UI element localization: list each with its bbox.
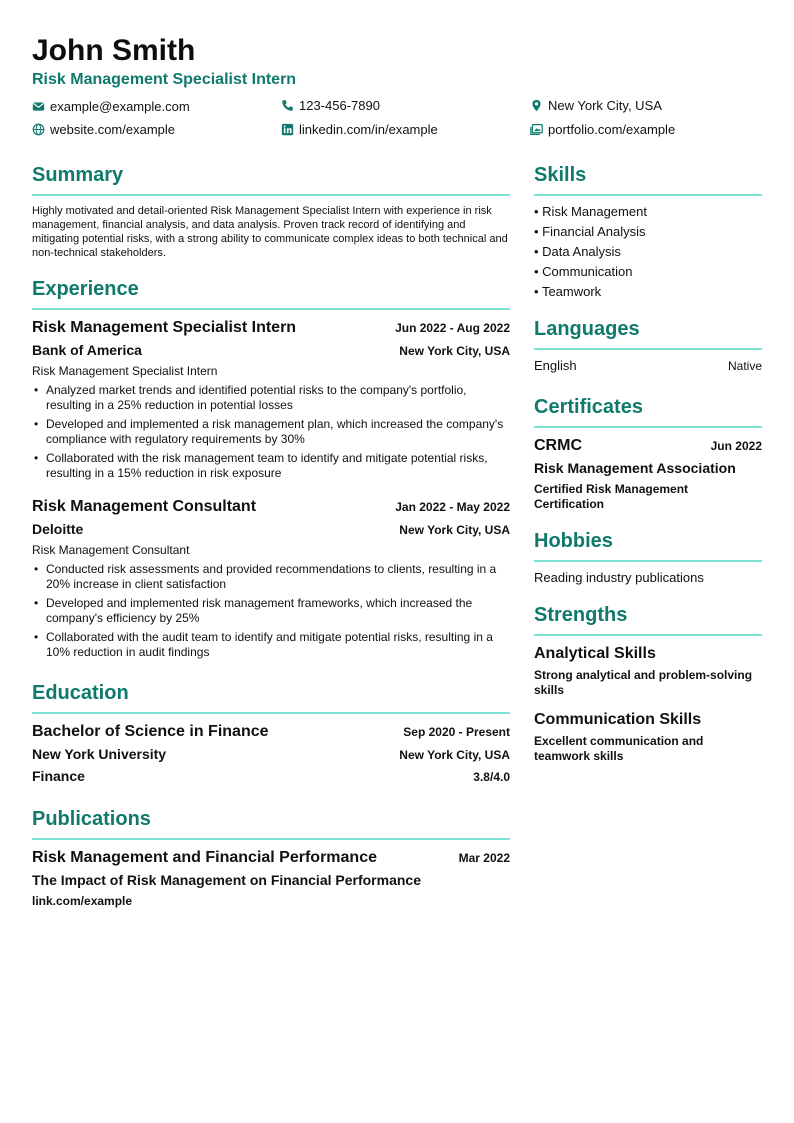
location-pin-icon xyxy=(530,99,543,112)
summary-divider xyxy=(32,194,510,196)
skill-item: • Communication xyxy=(534,264,633,279)
experience-2-date: Jan 2022 - May 2022 xyxy=(395,500,510,514)
certificates-divider xyxy=(534,426,762,428)
experience-1-position: Risk Management Specialist Intern xyxy=(32,319,297,336)
list-item: • Analyzed market trends and identified potential risks to the company's portfolio, resulting in a 25% reduction in potential losses xyxy=(32,383,510,413)
contact-email-text: example@example.com xyxy=(50,99,190,114)
education-heading: Education xyxy=(32,682,129,704)
strength-2-name: Communication Skills xyxy=(534,711,702,728)
strengths-divider xyxy=(534,634,762,636)
publication-publisher: The Impact of Risk Management on Financial Performance xyxy=(32,872,421,888)
contact-portfolio-text: portfolio.com/example xyxy=(548,122,676,137)
publications-divider xyxy=(32,838,510,840)
linkedin-icon xyxy=(281,123,294,136)
contact-email[interactable] xyxy=(32,99,190,114)
contact-website[interactable] xyxy=(32,122,175,137)
experience-2-position: Risk Management Consultant xyxy=(32,498,257,515)
certificate-summary: Certified Risk Management Certification xyxy=(534,482,689,511)
experience-1-summary: Risk Management Specialist Intern xyxy=(32,364,218,378)
contact-linkedin[interactable] xyxy=(281,122,438,137)
contact-location-text: New York City, USA xyxy=(548,98,662,113)
skill-item: • Risk Management xyxy=(534,204,647,219)
experience-2-company: Deloitte xyxy=(32,521,84,537)
list-item: • Developed and implemented a risk management plan, which increased the company's compliance with regulatory requirements by 30% xyxy=(32,417,510,447)
strength-1-name: Analytical Skills xyxy=(534,645,656,662)
summary-heading: Summary xyxy=(32,164,124,186)
education-score: 3.8/4.0 xyxy=(473,770,510,784)
language-fluency: Native xyxy=(727,359,762,373)
portfolio-icon xyxy=(530,123,543,136)
certificate-date: Jun 2022 xyxy=(710,439,762,453)
contact-phone-text: 123-456-7890 xyxy=(299,98,380,113)
skill-item: • Data Analysis xyxy=(534,244,621,259)
contact-location xyxy=(530,98,662,113)
certificates-heading: Certificates xyxy=(534,396,643,418)
strength-1-description: Strong analytical and problem-solving skills xyxy=(534,668,753,697)
contact-website-text: website.com/example xyxy=(50,122,175,137)
education-divider xyxy=(32,712,510,714)
experience-1-highlights xyxy=(32,383,510,485)
hobby-item: Reading industry publications xyxy=(534,570,704,585)
experience-heading: Experience xyxy=(32,278,139,300)
hobbies-heading: Hobbies xyxy=(534,530,613,552)
skill-item: • Teamwork xyxy=(534,284,602,299)
strengths-heading: Strengths xyxy=(534,604,628,626)
publications-heading: Publications xyxy=(32,808,151,830)
publication-link[interactable]: link.com/example xyxy=(32,894,133,908)
contact-linkedin-text: linkedin.com/in/example xyxy=(299,122,438,137)
experience-1-date: Jun 2022 - Aug 2022 xyxy=(395,321,510,335)
list-item: • Developed and implemented risk management frameworks, which increased the company's efficiency by 25% xyxy=(32,596,510,626)
certificate-issuer: Risk Management Association xyxy=(534,460,736,476)
education-date: Sep 2020 - Present xyxy=(403,725,510,739)
globe-icon xyxy=(32,123,45,136)
experience-1-location: New York City, USA xyxy=(399,344,510,358)
strength-2-description: Excellent communication and teamwork skills xyxy=(534,734,704,763)
education-institution: New York University xyxy=(32,746,167,762)
skill-item: • Financial Analysis xyxy=(534,224,646,239)
envelope-icon xyxy=(32,100,45,113)
experience-2-location: New York City, USA xyxy=(399,523,510,537)
contact-phone[interactable] xyxy=(281,98,380,113)
experience-1-company: Bank of America xyxy=(32,342,142,358)
list-item: • Collaborated with the risk management team to identify and mitigate potential risks, resulting in a 15% reduction in risk exposure xyxy=(32,451,510,481)
education-area: Finance xyxy=(32,768,85,784)
skills-divider xyxy=(534,194,762,196)
education-degree: Bachelor of Science in Finance xyxy=(32,723,269,740)
summary-text: Highly motivated and detail-oriented Risk Management Specialist Intern with experience in risk management, financial analysis, and data analysis. Proven track record of identifying and mitigating potential risks, with a strong ability to communicate complex ideas to both technical and non-technical stakeholders. xyxy=(32,205,508,259)
experience-divider xyxy=(32,308,510,310)
skills-heading: Skills xyxy=(534,164,587,186)
education-location: New York City, USA xyxy=(399,748,510,762)
publication-date: Mar 2022 xyxy=(458,851,510,865)
candidate-headline: Risk Management Specialist Intern xyxy=(32,71,297,88)
contact-portfolio[interactable] xyxy=(530,122,675,137)
candidate-name: John Smith xyxy=(32,34,196,67)
publication-name: Risk Management and Financial Performance xyxy=(32,849,377,866)
hobbies-divider xyxy=(534,560,762,562)
languages-divider xyxy=(534,348,762,350)
language-name: English xyxy=(534,358,577,373)
list-item: • Collaborated with the audit team to identify and mitigate potential risks, resulting in a 10% reduction in audit findings xyxy=(32,630,510,660)
certificate-name: CRMC xyxy=(534,437,582,454)
experience-2-summary: Risk Management Consultant xyxy=(32,543,190,557)
phone-icon xyxy=(281,99,294,112)
list-item: • Conducted risk assessments and provided recommendations to clients, resulting in a 20% increase in client satisfaction xyxy=(32,562,510,592)
languages-heading: Languages xyxy=(534,318,640,340)
experience-2-highlights xyxy=(32,562,510,664)
